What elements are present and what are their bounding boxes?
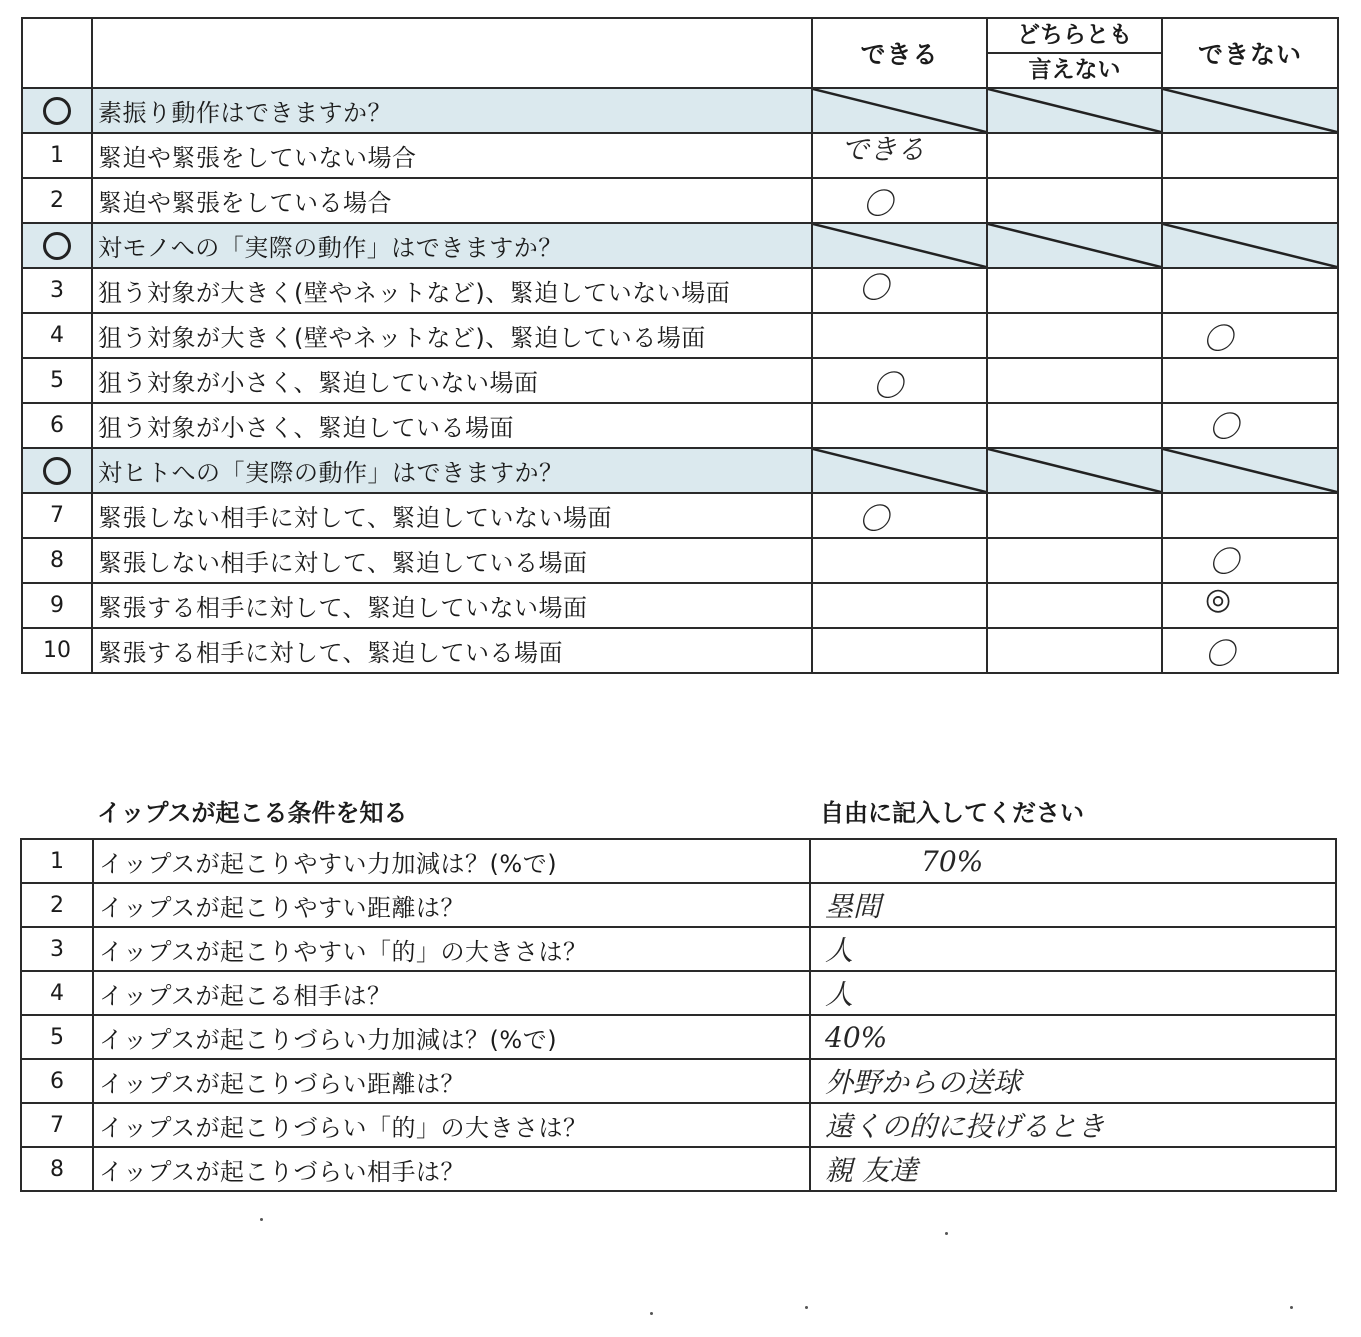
answer-cell-can[interactable] xyxy=(812,538,987,583)
condition-answer[interactable]: 塁間 xyxy=(810,883,1336,927)
item-row xyxy=(22,403,1338,448)
scan-speck xyxy=(805,1306,808,1309)
condition-number: 8 xyxy=(21,1147,93,1191)
scan-speck xyxy=(945,1232,948,1235)
handwritten-mark: 〇 xyxy=(873,369,903,404)
answer-cell-cannot[interactable] xyxy=(1162,268,1338,313)
answer-cell-neither[interactable] xyxy=(987,583,1162,628)
diagonal-cell-can xyxy=(812,223,987,268)
item-question: 緊張する相手に対して、緊迫している場面 xyxy=(92,628,812,673)
answer-cell-cannot[interactable] xyxy=(1162,313,1338,358)
section-marker xyxy=(22,223,92,268)
item-number: 8 xyxy=(22,538,92,583)
section-question: 素振り動作はできますか？ xyxy=(92,88,812,133)
item-number: 5 xyxy=(22,358,92,403)
answer-cell-cannot[interactable] xyxy=(1162,178,1338,223)
section-marker xyxy=(22,88,92,133)
condition-row xyxy=(21,1015,1336,1059)
answer-cell-neither[interactable] xyxy=(987,403,1162,448)
answer-cell-neither[interactable] xyxy=(987,133,1162,178)
answer-cell-neither[interactable] xyxy=(987,313,1162,358)
condition-answer[interactable]: 40% xyxy=(810,1015,1336,1059)
answer-cell-cannot[interactable] xyxy=(1162,358,1338,403)
header-cannot: できない xyxy=(1162,18,1338,88)
condition-question: イップスが起こりづらい「的」の大きさは？ xyxy=(93,1103,810,1147)
condition-row xyxy=(21,971,1336,1015)
condition-answer[interactable]: 70% xyxy=(810,839,1336,883)
diagonal-cell-can xyxy=(812,448,987,493)
condition-question: イップスが起こりやすい「的」の大きさは？ xyxy=(93,927,810,971)
condition-question: イップスが起こりやすい力加減は？(%で) xyxy=(93,839,810,883)
condition-question: イップスが起こりづらい距離は？ xyxy=(93,1059,810,1103)
section-row xyxy=(22,88,1338,133)
header-can: できる xyxy=(812,18,987,88)
condition-question: イップスが起こりづらい相手は？ xyxy=(93,1147,810,1191)
header-neither-line1: どちらとも xyxy=(987,18,1162,53)
handwritten-mark: できる xyxy=(841,133,926,166)
condition-row xyxy=(21,1103,1336,1147)
item-number: 10 xyxy=(22,628,92,673)
handwritten-mark: 〇 xyxy=(1203,322,1233,357)
condition-number: 5 xyxy=(21,1015,93,1059)
answer-cell-can[interactable] xyxy=(812,358,987,403)
item-question: 狙う対象が大きく(壁やネットなど)、緊迫していない場面 xyxy=(92,268,812,313)
answer-cell-neither[interactable] xyxy=(987,178,1162,223)
item-number: 2 xyxy=(22,178,92,223)
condition-number: 2 xyxy=(21,883,93,927)
condition-answer[interactable]: 外野からの送球 xyxy=(810,1059,1336,1103)
handwritten-mark: 〇 xyxy=(859,502,889,537)
diagonal-cell-neither xyxy=(987,448,1162,493)
section-row xyxy=(22,448,1338,493)
diagonal-cell-cannot xyxy=(1162,448,1338,493)
item-row xyxy=(22,133,1338,178)
ability-table xyxy=(21,17,1339,674)
item-number: 9 xyxy=(22,583,92,628)
item-question: 緊迫や緊張をしていない場合 xyxy=(92,133,812,178)
condition-row xyxy=(21,883,1336,927)
answer-cell-cannot[interactable] xyxy=(1162,403,1338,448)
item-number: 1 xyxy=(22,133,92,178)
answer-cell-cannot[interactable] xyxy=(1162,133,1338,178)
condition-number: 4 xyxy=(21,971,93,1015)
condition-number: 3 xyxy=(21,927,93,971)
header-blank-question xyxy=(92,18,812,88)
condition-answer[interactable]: 遠くの的に投げるとき xyxy=(810,1103,1336,1147)
handwritten-mark: 〇 xyxy=(859,271,889,306)
condition-row xyxy=(21,839,1336,883)
condition-question: イップスが起こりづらい力加減は？(%で) xyxy=(93,1015,810,1059)
item-question: 狙う対象が小さく、緊迫していない場面 xyxy=(92,358,812,403)
condition-row xyxy=(21,1147,1336,1191)
header-row xyxy=(22,18,1338,53)
handwritten-mark: ◎ xyxy=(1205,582,1232,617)
handwritten-mark: 〇 xyxy=(1205,637,1235,672)
condition-row xyxy=(21,1059,1336,1103)
answer-cell-can[interactable] xyxy=(812,268,987,313)
header-blank-num xyxy=(22,18,92,88)
answer-cell-cannot[interactable] xyxy=(1162,583,1338,628)
diagonal-cell-can xyxy=(812,88,987,133)
item-row xyxy=(22,628,1338,673)
diagonal-cell-neither xyxy=(987,223,1162,268)
item-row xyxy=(22,583,1338,628)
condition-answer[interactable]: 親 友達 xyxy=(810,1147,1336,1191)
item-number: 4 xyxy=(22,313,92,358)
answer-cell-can[interactable] xyxy=(812,178,987,223)
answer-cell-neither[interactable] xyxy=(987,538,1162,583)
circle-icon xyxy=(43,232,71,260)
answer-cell-cannot[interactable] xyxy=(1162,538,1338,583)
item-number: 6 xyxy=(22,403,92,448)
item-row xyxy=(22,358,1338,403)
item-row xyxy=(22,268,1338,313)
section-question: 対モノへの「実際の動作」はできますか？ xyxy=(92,223,812,268)
item-row xyxy=(22,313,1338,358)
item-row xyxy=(22,493,1338,538)
answer-cell-can[interactable] xyxy=(812,583,987,628)
handwritten-mark: 〇 xyxy=(1209,410,1239,445)
answer-cell-neither[interactable] xyxy=(987,493,1162,538)
circle-icon xyxy=(43,457,71,485)
answer-cell-can[interactable] xyxy=(812,133,987,178)
answer-cell-cannot[interactable] xyxy=(1162,493,1338,538)
condition-number: 7 xyxy=(21,1103,93,1147)
condition-row xyxy=(21,927,1336,971)
diagonal-cell-cannot xyxy=(1162,88,1338,133)
answer-cell-can[interactable] xyxy=(812,493,987,538)
condition-question: イップスが起こりやすい距離は？ xyxy=(93,883,810,927)
item-question: 緊迫や緊張をしている場合 xyxy=(92,178,812,223)
answer-cell-neither[interactable] xyxy=(987,268,1162,313)
item-number: 7 xyxy=(22,493,92,538)
diagonal-cell-neither xyxy=(987,88,1162,133)
section-marker xyxy=(22,448,92,493)
condition-answer[interactable]: 人 xyxy=(810,927,1336,971)
condition-answer[interactable]: 人 xyxy=(810,971,1336,1015)
answer-cell-can[interactable] xyxy=(812,628,987,673)
item-row xyxy=(22,538,1338,583)
condition-question: イップスが起こる相手は？ xyxy=(93,971,810,1015)
answer-cell-neither[interactable] xyxy=(987,358,1162,403)
handwritten-mark: 〇 xyxy=(1209,545,1239,580)
circle-icon xyxy=(43,97,71,125)
item-question: 狙う対象が大きく(壁やネットなど)、緊迫している場面 xyxy=(92,313,812,358)
free-entry-label: 自由に記入してください xyxy=(820,799,1084,827)
handwritten-mark: 〇 xyxy=(863,187,893,222)
scan-speck xyxy=(260,1218,263,1221)
answer-cell-can[interactable] xyxy=(812,313,987,358)
scan-speck xyxy=(1290,1306,1293,1309)
condition-number: 6 xyxy=(21,1059,93,1103)
section-row xyxy=(22,223,1338,268)
item-number: 3 xyxy=(22,268,92,313)
item-question: 狙う対象が小さく、緊迫している場面 xyxy=(92,403,812,448)
conditions-table xyxy=(20,838,1337,1192)
answer-cell-cannot[interactable] xyxy=(1162,628,1338,673)
item-question: 緊張する相手に対して、緊迫していない場面 xyxy=(92,583,812,628)
item-question: 緊張しない相手に対して、緊迫していない場面 xyxy=(92,493,812,538)
conditions-title: イップスが起こる条件を知る xyxy=(97,799,408,827)
item-row xyxy=(22,178,1338,223)
section-question: 対ヒトへの「実際の動作」はできますか？ xyxy=(92,448,812,493)
header-neither-line2: 言えない xyxy=(987,53,1162,88)
scan-speck xyxy=(650,1312,653,1315)
answer-cell-neither[interactable] xyxy=(987,628,1162,673)
item-question: 緊張しない相手に対して、緊迫している場面 xyxy=(92,538,812,583)
answer-cell-can[interactable] xyxy=(812,403,987,448)
condition-number: 1 xyxy=(21,839,93,883)
diagonal-cell-cannot xyxy=(1162,223,1338,268)
